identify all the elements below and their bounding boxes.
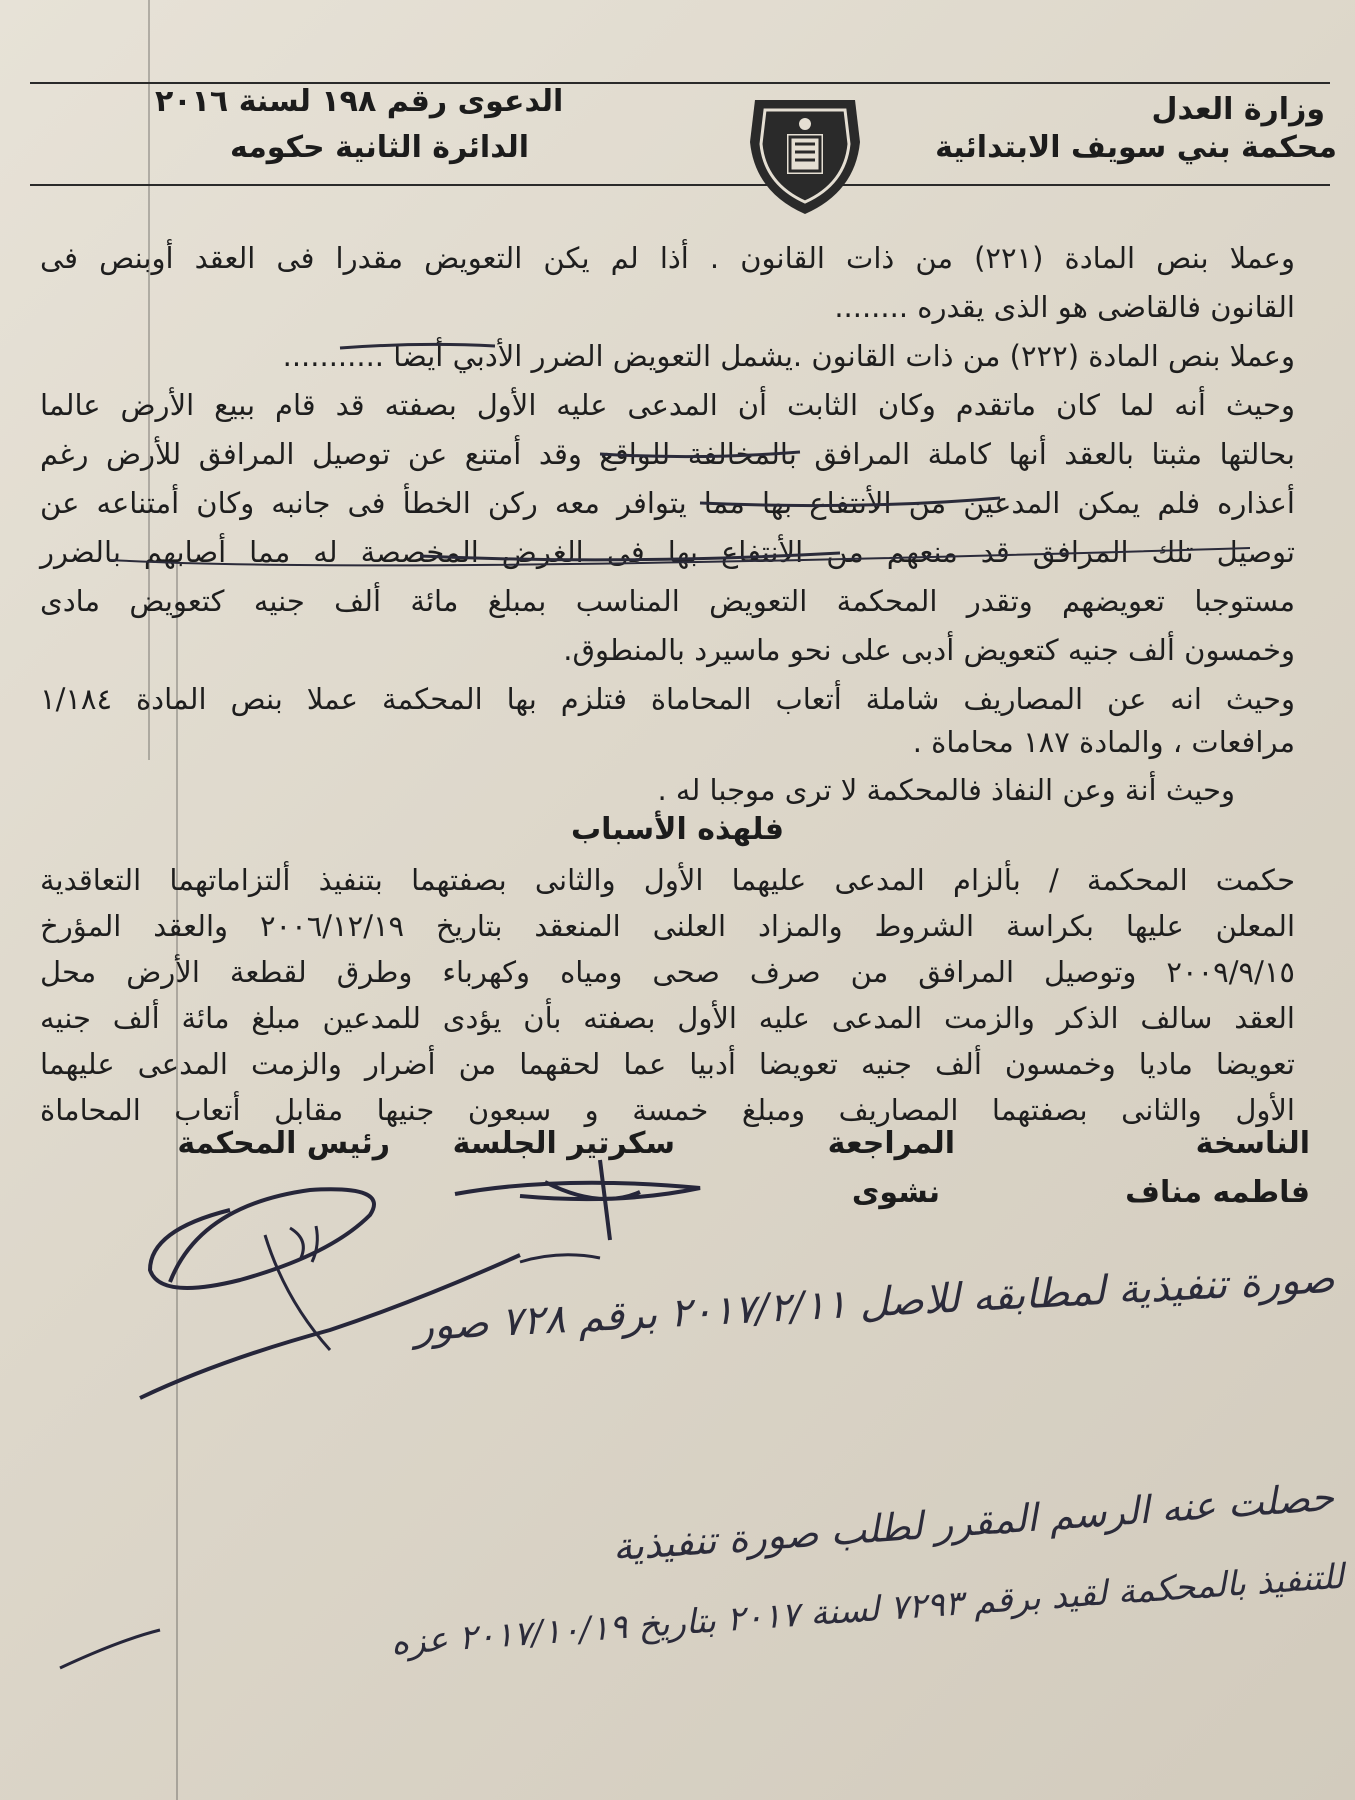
copyist-name: فاطمه مناف <box>1125 1175 1310 1210</box>
body-line: مستوجبا تعويضهم وتقدر المحكمة التعويض المناسب بمبلغ مائة ألف جنيه كتعويض مادى <box>40 584 1295 618</box>
verdict-line: ٢٠٠٩/٩/١٥ وتوصيل المرافق من صرف صحى ومياه وكهرباء وطرق لقطعة الأرض محل <box>40 955 1295 989</box>
body-line: وعملا بنص المادة (٢٢٢) من ذات القانون .يشمل التعويض الضرر الأدبي أيضا ........... <box>282 339 1295 373</box>
body-line: القانون فالقاضى هو الذى يقدره ........ <box>834 290 1295 324</box>
header-bottom-rule <box>30 184 1330 186</box>
handwritten-note: حصلت عنه الرسم المقرر لطلب صورة تنفيذية <box>611 1474 1336 1570</box>
ministry-name: وزارة العدل <box>1151 92 1325 127</box>
secretary-label: سكرتير الجلسة <box>452 1126 675 1161</box>
body-line: وحيث انه عن المصاريف شاملة أتعاب المحاماة فتلزم بها المحكمة عملا بنص المادة ١/١٨٤ <box>40 682 1295 716</box>
president-label: رئيس المحكمة <box>177 1126 390 1161</box>
handwritten-note: للتنفيذ بالمحكمة لقيد برقم ٧٢٩٣ لسنة ٢٠١٧ بتاريخ ٢٠١٧/١٠/١٩ عزه <box>389 1556 1346 1664</box>
body-line: بحالتها مثبتا بالعقد أنها كاملة المرافق بالمخالفة للواقع وقد أمتنع عن توصيل المرافق للأرض رغم <box>40 437 1295 471</box>
verdict-line: المعلن عليها بكراسة الشروط والمزاد العلنى المنعقد بتاريخ ٢٠٠٦/١٢/١٩ والعقد المؤرخ <box>40 909 1295 943</box>
body-line: وحيث أنه لما كان ماتقدم وكان الثابت أن المدعى عليه الأول بصفته قد قام ببيع الأرض عالما <box>40 388 1295 422</box>
case-number: الدعوى رقم ١٩٨ لسنة ٢٠١٦ <box>155 84 564 119</box>
verdict-line: الأول والثانى بصفتهما المصاريف ومبلغ خمسة و سبعون جنيها مقابل أتعاب المحاماة <box>40 1093 1295 1127</box>
copyist-label: الناسخة <box>1195 1126 1310 1161</box>
body-line: أعذاره فلم يمكن المدعين من الأنتفاع بها مما يتوافر معه ركن الخطأ فى جانبه وكان أمتناعه عن <box>40 486 1295 520</box>
reasons-heading: فلهذه الأسباب <box>571 812 784 847</box>
body-line: وخمسون ألف جنيه كتعويض أدبى على نحو ماسيرد بالمنطوق. <box>563 633 1295 667</box>
court-emblem-icon <box>735 82 875 222</box>
verdict-line: العقد سالف الذكر والزمت المدعى عليه الأول بصفته بأن يؤدى للمدعين مبلغ مائة ألف جنيه <box>40 1001 1295 1035</box>
handwritten-note: صورة تنفيذية لمطابقه للاصل ٢٠١٧/٢/١١ برقم ٧٢٨ صور <box>413 1255 1336 1351</box>
body-line: وعملا بنص المادة (٢٢١) من ذات القانون . أذا لم يكن التعويض مقدرا فى العقد أوبنص فى <box>40 241 1295 275</box>
body-line: مرافعات ، والمادة ١٨٧ محاماة . <box>912 725 1295 759</box>
body-line: توصيل تلك المرافق قد منعهم من الأنتفاع بها فى الغرض المخصصة له مما أصابهم بالضرر <box>40 535 1295 569</box>
court-name: محكمة بني سويف الابتدائية <box>935 130 1337 165</box>
circuit-name: الدائرة الثانية حكومه <box>230 130 530 165</box>
verdict-line: حكمت المحكمة / بألزام المدعى عليهما الأول والثانى بصفتهما بتنفيذ ألتزاماتهما التعاقدية <box>40 863 1295 897</box>
reviewer-name: نشوى <box>851 1175 940 1210</box>
verdict-line: تعويضا ماديا وخمسون ألف جنيه تعويضا أدبيا عما لحقهما من أضرار والزمت المدعى عليهما <box>40 1047 1295 1081</box>
reviewer-label: المراجعة <box>827 1126 955 1161</box>
body-line: وحيث أنة وعن النفاذ فالمحكمة لا ترى موجبا له . <box>657 773 1235 807</box>
